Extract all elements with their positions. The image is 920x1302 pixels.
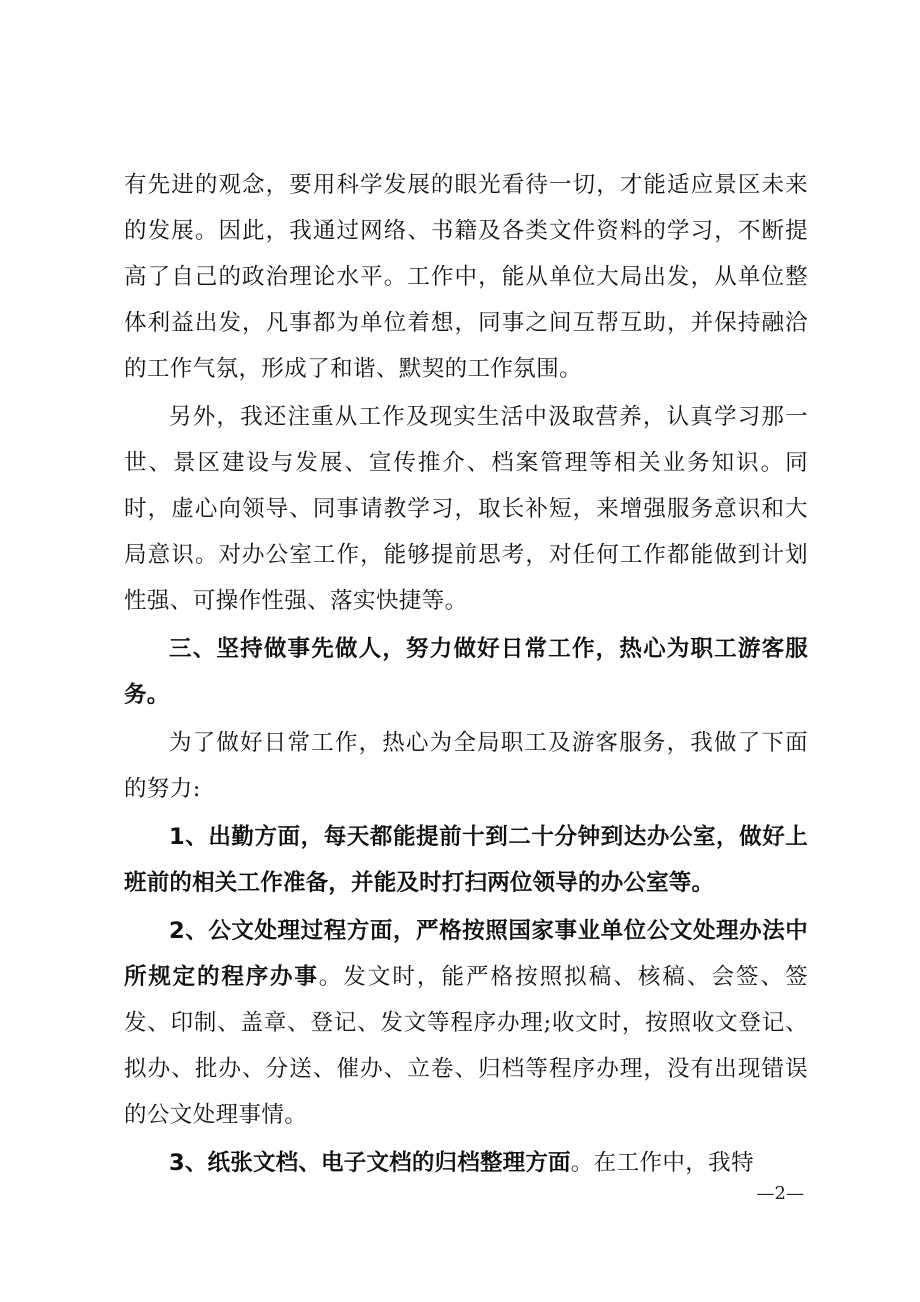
paragraph-1-text: 有先进的观念，要用科学发展的眼光看待一切，才能适应景区未来的发展。因此，我通过网络、书籍及各类文件资料的学习，不断提高了自己的政治理论水平。工作中，能从单位大局出发，从单位整体利益出发，凡事都为单位着想，同事之间互帮互助，并保持融洽的工作气氛，形成了和谐、默契的工作氛围。	[124, 172, 808, 382]
item-3-archiving	[124, 1140, 808, 1186]
section-heading-3-text: 三、坚持做事先做人，努力做好日常工作，热心为职工游客服务。	[124, 636, 808, 708]
paragraph-4-text: 为了做好日常工作，热心为全局职工及游客服务，我做了下面的努力:	[124, 730, 808, 802]
paragraph-2	[124, 394, 808, 624]
item-3-bold-lead: 3、纸张文档、电子文档的归档整理方面	[169, 1150, 571, 1176]
item-1-bold-text: 1、出勤方面，每天都能提前十到二十分钟到达办公室，做好上班前的相关工作准备，并能及时打扫两位领导的办公室等。	[124, 824, 808, 896]
paragraph-4	[124, 720, 808, 812]
item-2-document-handling	[124, 908, 808, 1138]
item-2-text: 。发文时，能严格按照拟稿、核稿、会签、签发、印制、盖章、登记、发文等程序办理;收文时，按照收文登记、拟办、批办、分送、催办、立卷、归档等程序办理，没有出现错误的公文处理事情。	[124, 964, 808, 1128]
page-number: —2—	[756, 1183, 804, 1204]
section-heading-3	[124, 626, 808, 718]
item-2-bold-lead: 2、公文处理过程方面，严格按照国家事业单位公文处理办法中所规定的程序办事	[124, 918, 808, 990]
item-3-text: 。在工作中，我特	[570, 1150, 754, 1176]
paragraph-1	[124, 162, 808, 392]
item-1-attendance	[124, 814, 808, 906]
document-page	[124, 162, 808, 1186]
paragraph-2-text: 另外，我还注重从工作及现实生活中汲取营养，认真学习那一世、景区建设与发展、宣传推介、档案管理等相关业务知识。同时，虚心向领导、同事请教学习，取长补短，来增强服务意识和大局意识。对办公室工作，能够提前思考，对任何工作都能做到计划性强、可操作性强、落实快捷等。	[124, 404, 808, 614]
